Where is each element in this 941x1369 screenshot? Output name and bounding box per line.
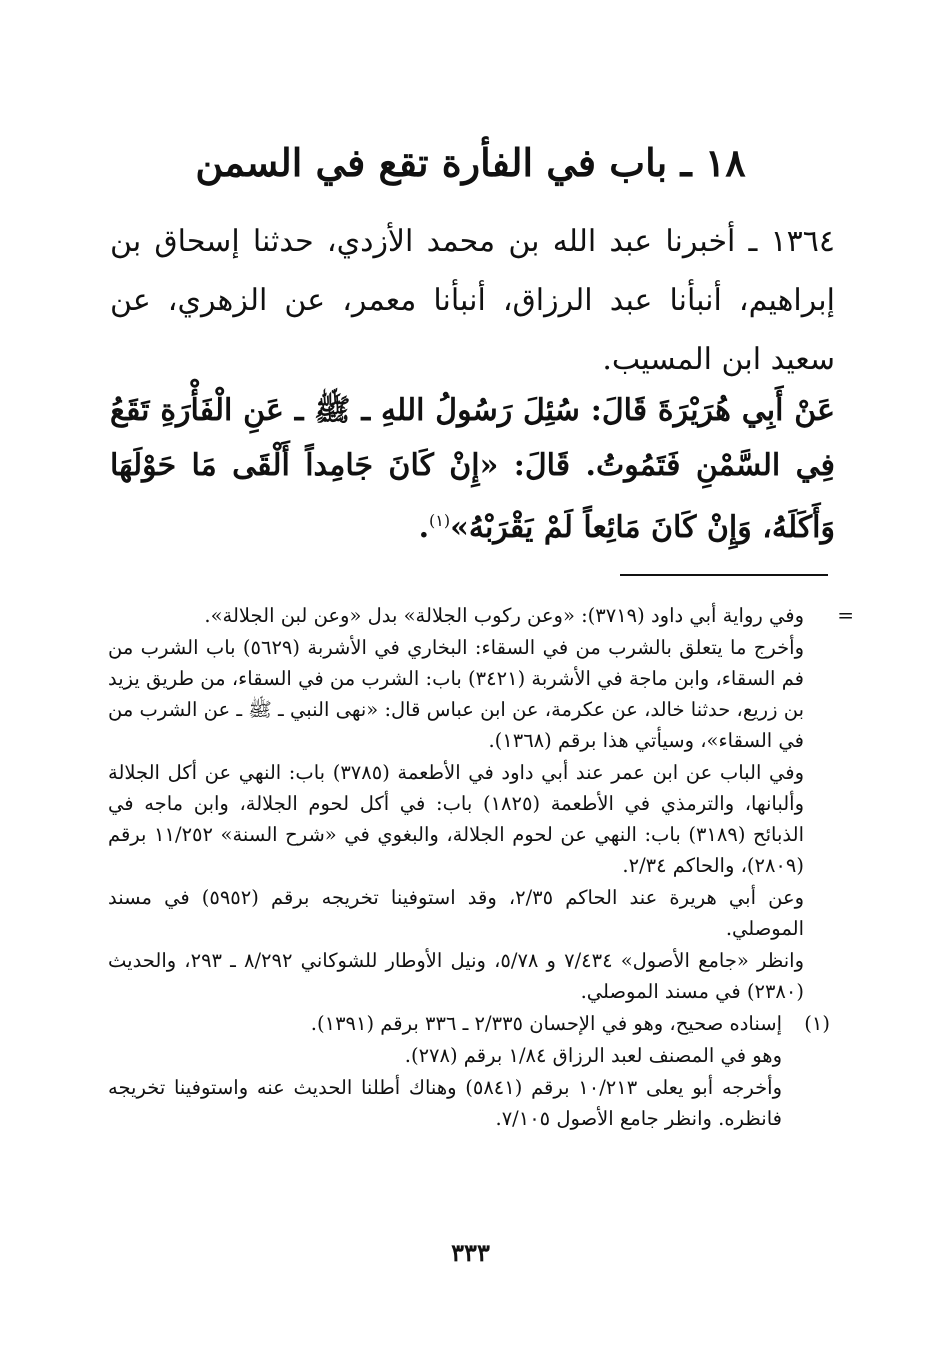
hadith-isnad: ١٣٦٤ ـ أخبرنا عبد الله بن محمد الأزدي، حدثنا إسحاق بن إبراهيم، أنبأنا عبد الرزاق، أنبأنا معمر، عن الزهري، عن سعيد ابن المسيب. [110,224,835,377]
footnote-continuation-paragraph: وعن أبي هريرة عند الحاكم ٢/٣٥، وقد استوفينا تخريجه برقم (٥٩٥٢) في مسند الموصلي. [108,886,805,940]
footnotes [108,600,854,1135]
footnote-1-number: (١) [804,1012,830,1035]
hadith-end-mark: . [418,510,430,545]
footnote-continuation-paragraph: وانظر «جامع الأصول» ٧/٤٣٤ و ٥/٧٨، ونيل الأوطار للشوكاني ٨/٢٩٢ ـ ٢٩٣، والحديث (٢٣٨٠) في مسند الموصلي. [108,949,804,1003]
hadith-matn-text: عَنْ أَبِي هُرَيْرَةَ قَالَ: سُئِلَ رَسُولُ اللهِ ـ ﷺ ـ عَنِ الْفَأْرَةِ تَقَعُ فِي السَّمْنِ فَتَمُوتُ. قَالَ: «إِنْ كَانَ جَامِداً أَلْقَى مَا حَوْلَهَا وَأَكَلَهُ، وَإِنْ كَانَ مَائِعاً لَمْ يَقْرَبْهُ» [110,393,835,545]
footnote-continuation-paragraph: وأخرج ما يتعلق بالشرب من في السقاء: البخاري في الأشربة (٥٦٢٩) باب الشرب من فم السقاء، وابن ماجة في الأشربة (٣٤٢١) باب: الشرب من في السقاء، من طريق يزيد بن زريع، حدثنا خالد، عن عكرمة، عن ابن عباس قال: «نهى النبي ـ ﷺ ـ عن الشرب من في السقاء»، وسيأتي هذا برقم (١٣٦٨). [108,636,804,752]
footnote-reference[interactable]: (١) [429,511,451,530]
page-number: ٣٣٣ [451,1238,490,1267]
footnote-text: وفي رواية أبي داود (٣٧١٩): «وعن ركوب الجلالة» بدل «وعن لبن الجلالة». [204,604,804,627]
footnote-1-text: إسناده صحيح، وهو في الإحسان ٢/٣٣٥ ـ ٣٣٦ برقم (١٣٩١). [310,1012,782,1035]
hadith-matn [110,383,835,555]
footnote-1 [108,1008,830,1039]
footnote-1-paragraph: وأخرجه أبو يعلى ١٠/٢١٣ برقم (٥٨٤١) وهناك أطلنا الحديث عنه واستوفينا تخريجه فانظره. وانظر جامع الأصول ٧/١٠٥. [108,1076,782,1130]
footnote-separator [620,574,828,576]
footnote-1-paragraph: وهو في المصنف لعبد الرزاق ١/٨٤ برقم (٢٧٨). [404,1044,782,1067]
chapter-heading: ١٨ ـ باب في الفأرة تقع في السمن [195,140,746,185]
continuation-mark: = [837,603,854,627]
footnote-continuation-paragraph: وفي الباب عن ابن عمر عند أبي داود في الأطعمة (٣٧٨٥) باب: النهي عن أكل الجلالة وألبانها، والترمذي في الأطعمة (١٨٢٥) باب: في أكل لحوم الجلالة، وابن ماجه في الذبائح (٣١٨٩) باب: النهي عن لحوم الجلالة، والبغوي في «شرح السنة» ١١/٢٥٢ برقم (٢٨٠٩)، والحاكم ٢/٣٤. [108,761,804,877]
footnote-continuation-paragraph [108,600,854,631]
